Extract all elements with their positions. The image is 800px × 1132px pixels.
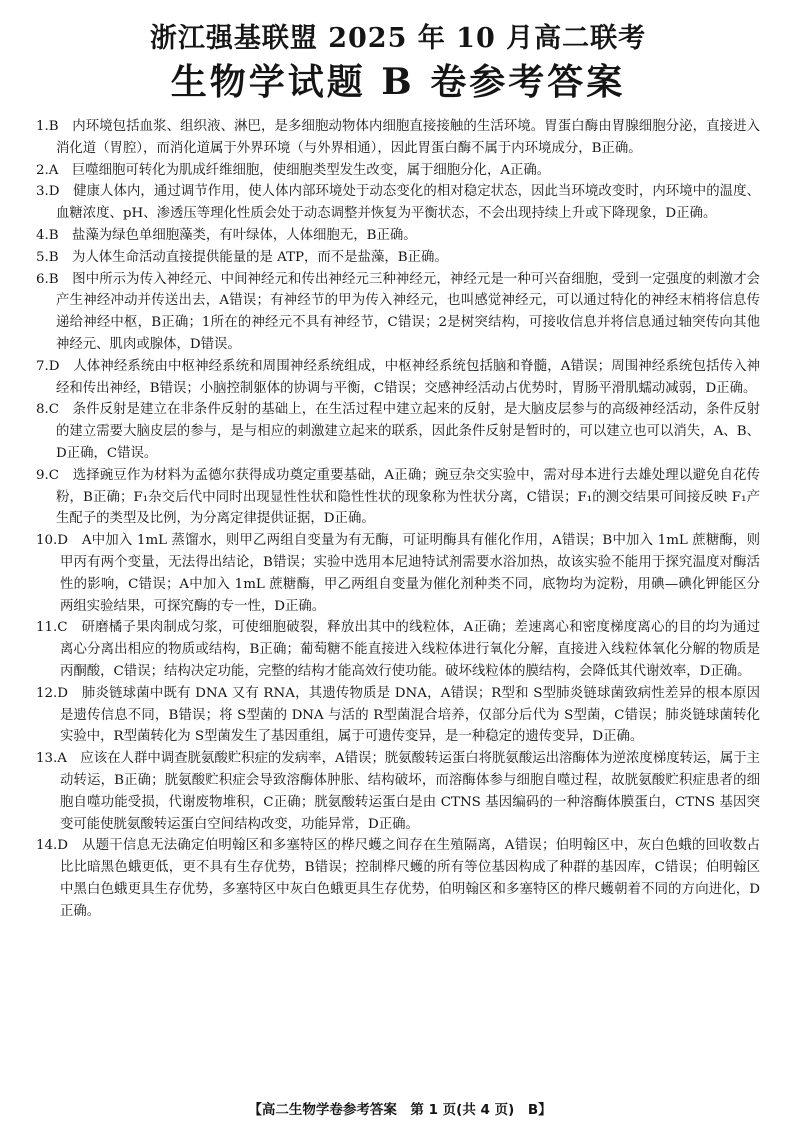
answer-item: 7.D 人体神经系统由中枢神经系统和周围神经系统组成，中枢神经系统包括脑和脊髓，A错误；周围神经系统包括传入神经和传出神经，B错误；小脑控制躯体的协调与平衡，C错误；交感神经活动占优势时，胃肠平滑肌蠕动减弱，D正确。 <box>36 358 761 396</box>
answer-item: 14.D 从题干信息无法确定伯明翰区和多塞特区的桦尺蠖之间存在生殖隔离，A错误；伯明翰区中，灰白色蛾的回收数占比比暗黑色蛾更低，更不具有生存优势，B错误；控制桦尺蠖的所有等位基因构成了种群的基因库，C错误；伯明翰区中黑白色蛾更具生存优势，多塞特区中灰白色蛾更具生存优势，伯明翰区和多塞特区的桦尺蠖朝着不同的方向进化，D正确。 <box>36 838 760 919</box>
answer-key-title: 生物学试题 B 卷参考答案 <box>170 61 626 103</box>
answer-item: 12.D 肺炎链球菌中既有 DNA 又有 RNA，其遗传物质是 DNA，A错误；R型和 S型肺炎链球菌致病性差异的根本原因是遗传信息不同，B错误；将 S型菌的 DNA 与活的 R型菌混合培养，仅部分后代为 S型菌，C错误；肺炎链球菌转化实验中，R型菌转化为 S型菌发生了基因重组，属于可遗传变异，是一种稳定的遗传变异，D正确。 <box>36 685 761 745</box>
page-footer: 【高二生物学卷参考答案 第 1 页(共 4 页) B】 <box>248 1102 552 1118</box>
answer-item: 5.B 为人体生命活动直接提供能量的是 ATP，而不是盐藻，B正确。 <box>36 249 448 265</box>
answer-item: 3.D 健康人体内，通过调节作用，使人体内部环境处于动态变化的相对稳定状态，因此当环境改变时，内环境中的温度、血糖浓度、pH、渗透压等理化性质会处于动态调整并恢复为平衡状态，不会出现持续上升或下降现象，D正确。 <box>36 184 761 222</box>
answer-item: 6.B 图中所示为传入神经元、中间神经元和传出神经元三种神经元，神经元是一种可兴奋细胞，受到一定强度的刺激才会产生神经冲动并传送出去，A错误；有神经节的甲为传入神经元，也叫感觉神经元，可以通过特化的神经末梢将信息传递给神经中枢，B正确；1所在的神经元不具有神经节，C错误；2是树突结构，可接收信息并将信息通过轴突传向其他神经元、肌肉或腺体，D错误。 <box>36 271 761 352</box>
answer-item: 8.C 条件反射是建立在非条件反射的基础上，在生活过程中建立起来的反射，是大脑皮层参与的高级神经活动，条件反射的建立需要大脑皮层的参与，是与相应的刺激建立起来的联系，因此条件反射是暂时的，可以建立也可以消失，A、B、D正确，C错误。 <box>36 402 761 461</box>
answer-item: 11.C 研磨橘子果肉制成匀浆，可使细胞破裂，释放出其中的线粒体，A正确；差速离心和密度梯度离心的目的均为通过离心分离出相应的物质或结构，B正确；葡萄糖不能直接进入线粒体进行氧化分解，直接进入线粒体氧化分解的物质是丙酮酸，C错误；结构决定功能，完整的结构才能高效行使功能。破坏线粒体的膜结构，会降低其代谢效率，D正确。 <box>36 620 761 679</box>
answer-item: 10.D A中加入 1mL 蒸馏水，则甲乙两组自变量为有无酶，可证明酶具有催化作用，A错误；B中加入 1mL 蔗糖酶，则甲丙有两个变量，无法得出结论，B错误；实验中选用本尼迪特试剂需要水浴加热，故该实验不能用于探究温度对酶活性的影响，C错误；A中加入 1mL 蔗糖酶，甲乙两组自变量为催化剂种类不同，底物均为淀粉，用碘—碘化钾能区分两组实验结果，可探究酶的专一性，D正确。 <box>36 533 760 614</box>
answer-item: 4.B 盐藻为绿色单细胞藻类，有叶绿体，人体细胞无，B正确。 <box>36 227 417 243</box>
exam-title: 浙江强基联盟 2025 年 10 月高二联考 <box>149 23 647 54</box>
answer-item: 9.C 选择豌豆作为材料为孟德尔获得成功奠定重要基础，A正确；豌豆杂交实验中，需对母本进行去雄处理以避免自花传粉，B正确；F₁杂交后代中同时出现显性性状和隐性性状的现象称为性状分离，C错误；F₁的测交结果可间接反映 F₁产生配子的类型及比例，为分离定律提供证据，D正确。 <box>36 467 761 527</box>
answer-item: 2.A 巨噬细胞可转化为肌成纤维细胞，使细胞类型发生改变，属于细胞分化，A正确。 <box>36 162 551 178</box>
answer-item: 13.A 应该在人群中调查胱氨酸贮积症的发病率，A错误；胱氨酸转运蛋白将胱氨酸运出溶酶体为逆浓度梯度转运，属于主动转运，B正确；胱氨酸贮积症会导致溶酶体肿胀、结构破坏，而溶酶体参与细胞自噬过程，故胱氨酸贮积症患者的细胞自噬功能受损，代谢废物堆积，C正确；胱氨酸转运蛋白是由 CTNS 基因编码的一种溶酶体膜蛋白，CTNS 基因突变可能使胱氨酸转运蛋白空间结构改变，功能异常，D正确。 <box>36 751 761 832</box>
answer-item: 1.B 内环境包括血浆、组织液、淋巴，是多细胞动物体内细胞直接接触的生活环境。胃蛋白酶由胃腺细胞分泌，直接进入消化道（胃腔），而消化道属于外界环境（与外界相通），因此胃蛋白酶不属于内环境成分，B正确。 <box>36 119 761 156</box>
answer-list <box>36 116 760 922</box>
